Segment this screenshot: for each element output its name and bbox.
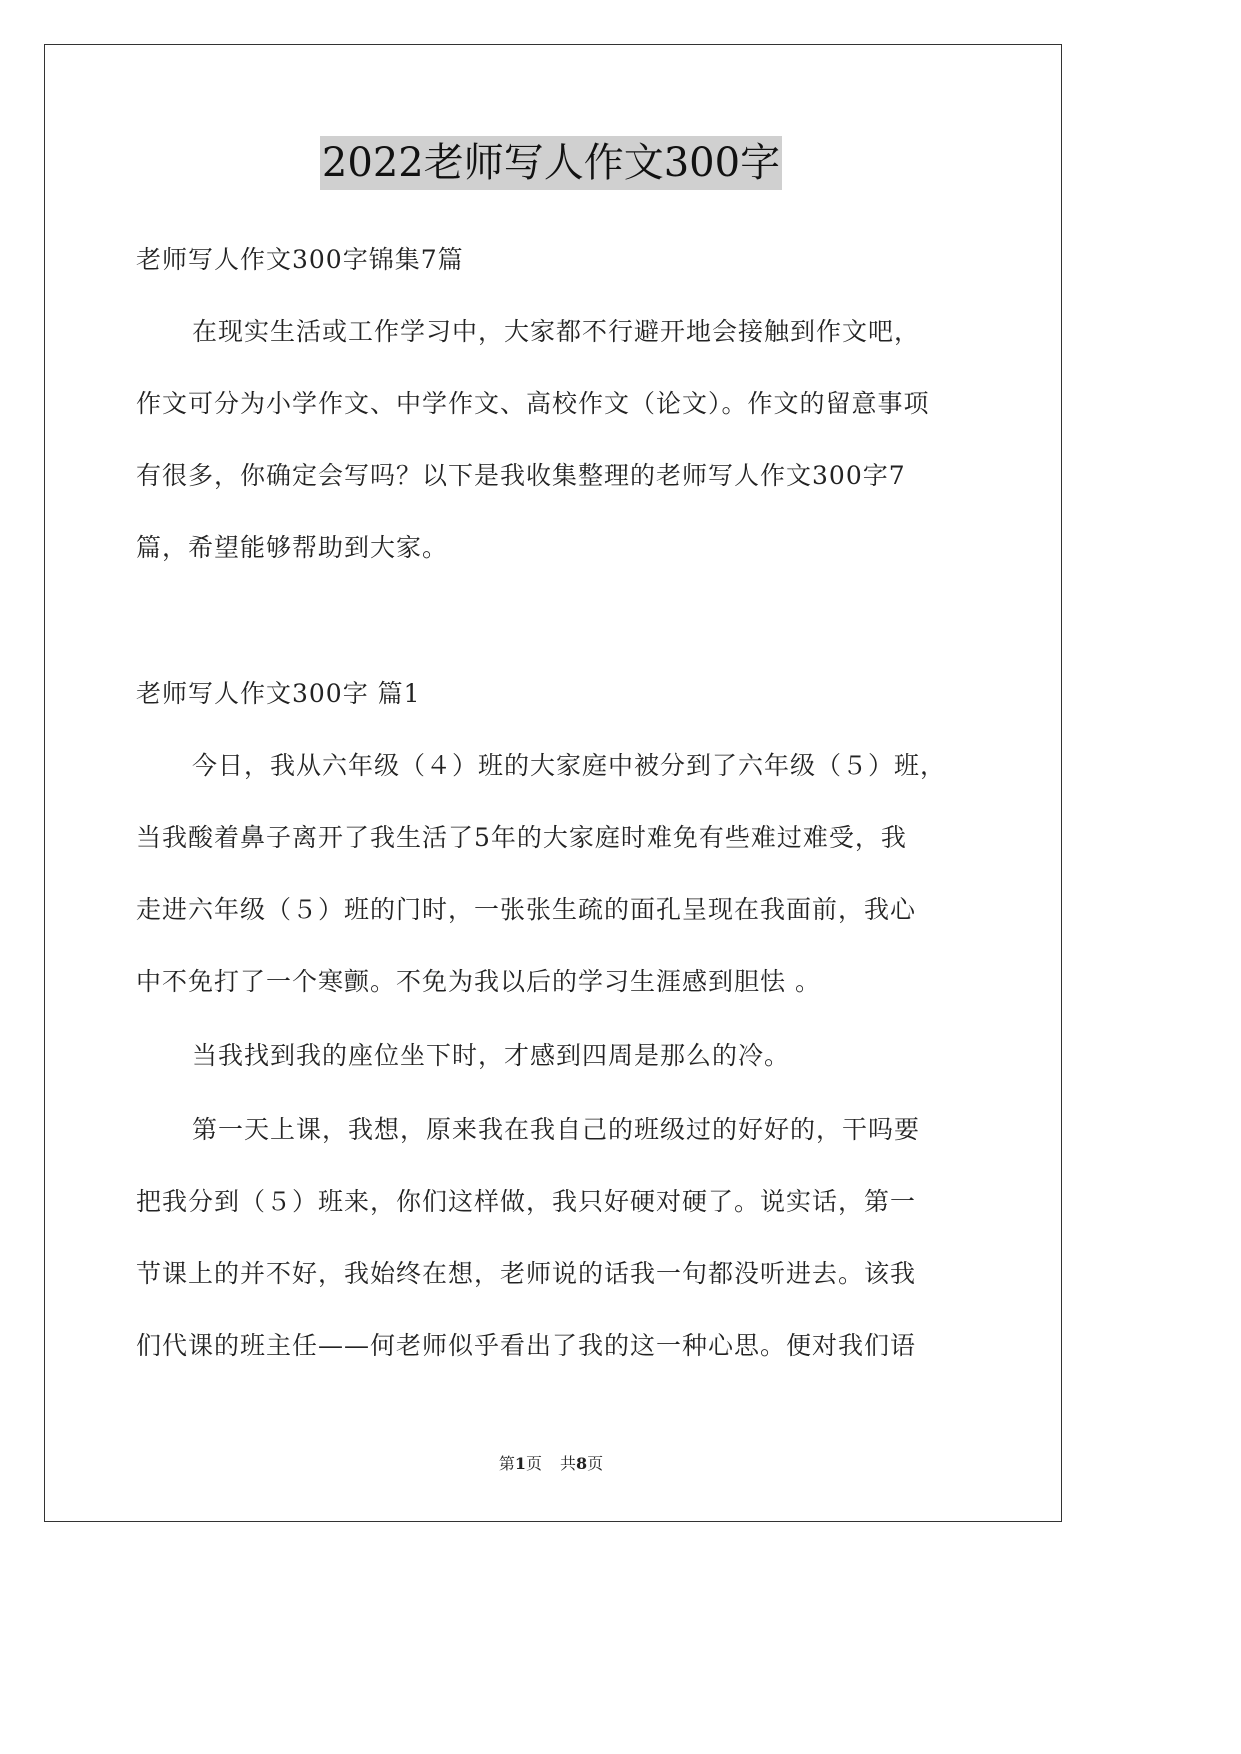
para2-line-1: 当我找到我的座位坐下时，才感到四周是那么的冷。: [192, 1041, 791, 1070]
page-footer: [0, 1452, 1102, 1476]
footer-total-number: 8: [576, 1454, 588, 1473]
title-container: [0, 136, 1102, 190]
intro-line-4: 篇，希望能够帮助到大家。: [136, 533, 449, 562]
intro-line-2: 作文可分为小学作文、中学作文、高校作文（论文）。作文的留意事项: [136, 389, 930, 418]
document-title: 2022老师写人作文300字: [320, 136, 782, 190]
footer-total-prefix: 共: [560, 1454, 577, 1473]
footer-page-suffix: 页: [525, 1454, 542, 1473]
document-subtitle: 老师写人作文300字锦集7篇: [136, 245, 464, 274]
para1-line-2: 当我酸着鼻子离开了我生活了5年的大家庭时难免有些难过难受，我: [136, 823, 907, 852]
footer-page-number: 1: [514, 1454, 526, 1473]
para3-line-3: 节课上的并不好，我始终在想，老师说的话我一句都没听进去。该我: [136, 1259, 917, 1288]
para1-line-3: 走进六年级（５）班的门时，一张张生疏的面孔呈现在我面前，我心: [136, 895, 917, 924]
section-heading: 老师写人作文300字 篇1: [136, 679, 421, 708]
para1-line-1: 今日，我从六年级（４）班的大家庭中被分到了六年级（５）班，: [192, 751, 947, 780]
intro-line-1: 在现实生活或工作学习中，大家都不行避开地会接触到作文吧，: [192, 317, 921, 346]
para3-line-1: 第一天上课，我想，原来我在我自己的班级过的好好的，干吗要: [192, 1115, 921, 1144]
para1-line-4: 中不免打了一个寒颤。不免为我以后的学习生涯感到胆怯 。: [136, 967, 821, 996]
para3-line-4: 们代课的班主任——何老师似乎看出了我的这一种心思。便对我们语: [136, 1331, 917, 1360]
para3-line-2: 把我分到（５）班来，你们这样做，我只好硬对硬了。说实话，第一: [136, 1187, 917, 1216]
footer-page-prefix: 第: [498, 1454, 515, 1473]
intro-line-3: 有很多，你确定会写吗？以下是我收集整理的老师写人作文300字7: [136, 461, 906, 490]
footer-total-suffix: 页: [587, 1454, 604, 1473]
